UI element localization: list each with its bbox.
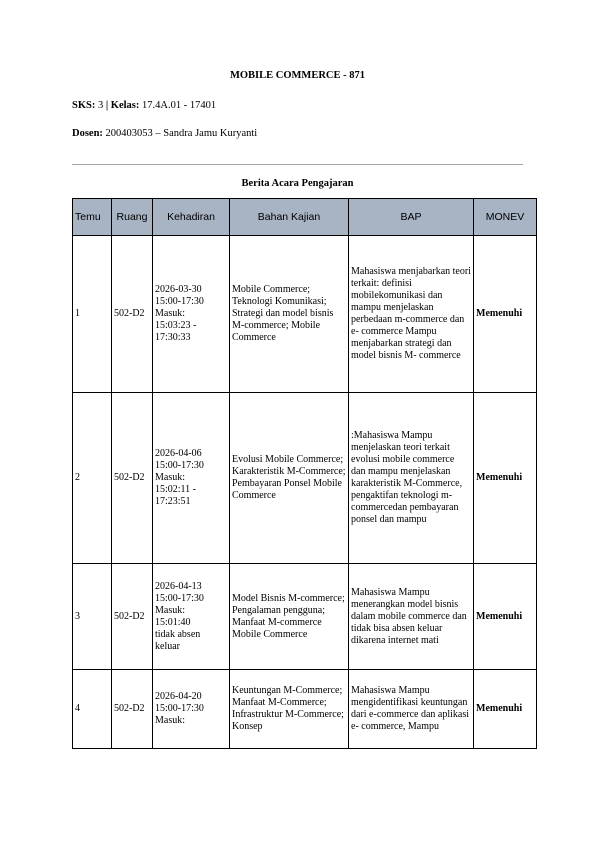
cell-bahan-kajian: Model Bisnis M-commerce; Pengalaman pengguna; Manfaat M-commerce Mobile Commerce <box>230 564 349 670</box>
kehadiran-line: Masuk: <box>155 308 185 319</box>
cell-kehadiran <box>153 236 230 393</box>
col-header-temu: Temu <box>73 199 112 236</box>
col-header-ruang: Ruang <box>112 199 153 236</box>
cell-ruang: 502-D2 <box>112 393 153 564</box>
cell-ruang: 502-D2 <box>112 670 153 749</box>
kehadiran-line: 15:02:11 - <box>155 484 197 495</box>
dosen-label: Dosen: <box>72 128 103 139</box>
kehadiran-line: 15:00-17:30 <box>155 592 204 604</box>
kehadiran-line: 17:30:33 <box>155 332 191 343</box>
cell-monev: Memenuhi <box>474 564 537 670</box>
cell-kehadiran <box>153 670 230 749</box>
kehadiran-line: 2026-03-30 <box>155 284 202 295</box>
kehadiran-line: 15:00-17:30 <box>155 703 204 714</box>
cell-bap: :Mahasiswa Mampu menjelaskan teori terkait evolusi mobile commerce dan mampu menjelaskan karakteristik M-Commerce, pengaktifan teknologi m-commercedan pembayaran ponsel dan mampu <box>349 393 474 564</box>
cell-bahan-kajian: Keuntungan M-Commerce; Manfaat M-Commerce; Infrastruktur M-Commerce; Konsep <box>230 670 349 749</box>
horizontal-divider <box>72 164 523 165</box>
cell-bap: Mahasiswa Mampu mengidentifikasi keuntungan dari e-commerce dan aplikasi e- commerce, Mampu <box>349 670 474 749</box>
col-header-bahan-kajian: Bahan Kajian <box>230 199 349 236</box>
cell-monev: Memenuhi <box>474 393 537 564</box>
col-header-kehadiran: Kehadiran <box>153 199 230 236</box>
cell-bahan-kajian: Evolusi Mobile Commerce; Karakteristik M-Commerce; Pembayaran Ponsel Mobile Commerce <box>230 393 349 564</box>
cell-bap: Mahasiswa menjabarkan teori terkait: definisi mobilekomunikasi dan mampu menjelaskan perbedaan m-commerce dan e- commerce Mampu menjabarkan strategi dan model bisnis M- commerce <box>349 236 474 393</box>
kehadiran-line: 2026-04-06 <box>155 448 202 459</box>
table-header-row <box>73 199 537 236</box>
col-header-monev: MONEV <box>474 199 537 236</box>
kelas-value: 17.4A.01 - 17401 <box>141 100 217 111</box>
table-row <box>73 564 537 670</box>
cell-monev: Memenuhi <box>474 236 537 393</box>
dosen-line <box>72 128 257 139</box>
dosen-value: 200403053 – Sandra Jamu Kuryanti <box>105 128 258 139</box>
kehadiran-line: 15:00-17:30 <box>155 296 204 307</box>
sks-value: 3 <box>97 100 104 111</box>
kehadiran-line: 15:03:23 - <box>155 320 197 331</box>
sks-label: SKS: <box>72 100 96 111</box>
course-title: MOBILE COMMERCE - 871 <box>229 70 366 81</box>
kehadiran-line: 17:23:51 <box>155 496 191 507</box>
cell-monev: Memenuhi <box>474 670 537 749</box>
kehadiran-line: tidak absen keluar <box>155 628 201 652</box>
kehadiran-line: 15:01:40 <box>155 616 191 628</box>
cell-kehadiran <box>153 564 230 670</box>
table-row <box>73 393 537 564</box>
cell-temu: 4 <box>73 670 112 749</box>
cell-kehadiran <box>153 393 230 564</box>
cell-ruang: 502-D2 <box>112 564 153 670</box>
table-row <box>73 670 537 749</box>
cell-temu: 2 <box>73 393 112 564</box>
kehadiran-line: Masuk: <box>155 472 185 483</box>
sks-kelas-line <box>72 100 216 111</box>
table-row <box>73 236 537 393</box>
cell-temu: 1 <box>73 236 112 393</box>
cell-bap: Mahasiswa Mampu menerangkan model bisnis dalam mobile commerce dan tidak bisa absen keluar dikarena internet mati <box>349 564 474 670</box>
section-title: Berita Acara Pengajaran <box>241 178 354 189</box>
separator: | <box>105 100 109 111</box>
kehadiran-line: 2026-04-20 <box>155 691 202 702</box>
cell-bahan-kajian: Mobile Commerce; Teknologi Komunikasi; Strategi dan model bisnis M-commerce; Mobile Commerce <box>230 236 349 393</box>
kehadiran-line: 15:00-17:30 <box>155 460 204 471</box>
cell-ruang: 502-D2 <box>112 236 153 393</box>
kehadiran-line: Masuk: <box>155 604 185 616</box>
col-header-bap: BAP <box>349 199 474 236</box>
kelas-label: Kelas: <box>110 100 140 111</box>
cell-temu: 3 <box>73 564 112 670</box>
kehadiran-line: 2026-04-13 <box>155 580 202 592</box>
kehadiran-line: Masuk: <box>155 715 185 726</box>
bap-table <box>72 198 537 749</box>
